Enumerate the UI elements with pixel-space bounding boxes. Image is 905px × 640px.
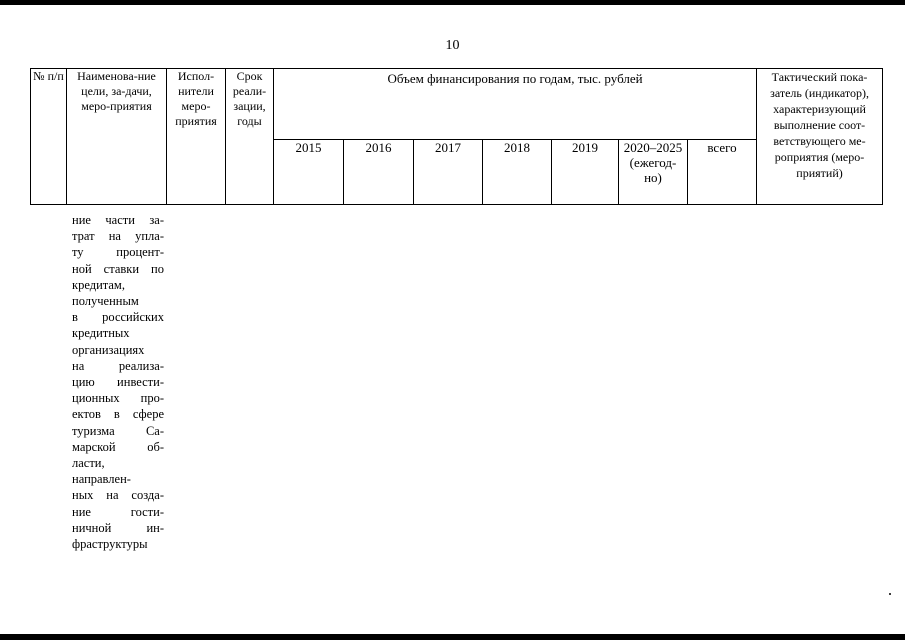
name-column-continuation [72, 212, 164, 552]
header-year-2019: 2019 [552, 140, 619, 205]
continuation-line: ектов в сфере [72, 407, 164, 422]
continuation-line: ничной ин- [72, 520, 164, 535]
continuation-line: организациях [72, 342, 145, 357]
header-year-2018: 2018 [483, 140, 552, 205]
header-year-2016: 2016 [344, 140, 414, 205]
header-year-2020-2025: 2020–2025 (ежегод-но) [619, 140, 688, 205]
continuation-line: полученным [72, 294, 139, 309]
scan-speck [889, 593, 891, 595]
continuation-line: ной ставки по [72, 261, 164, 276]
header-indicator: Тактический пока-затель (индикатор), характеризующий выполнение соот-ветствующего ме-роприятия (меро-приятий) [757, 69, 883, 205]
continuation-line: кредитных [72, 326, 130, 341]
continuation-line: ние части за- [72, 213, 164, 227]
header-year-2015: 2015 [274, 140, 344, 205]
header-financing: Объем финансирования по годам, тыс. рублей [274, 69, 757, 140]
continuation-line: направлен- [72, 472, 131, 487]
top-border-rule [0, 0, 905, 5]
header-year-2017: 2017 [414, 140, 483, 205]
table-header [30, 68, 883, 205]
continuation-line: ние гости- [72, 504, 164, 519]
continuation-line: ласти, [72, 456, 105, 471]
header-executors: Испол-нители меро-приятия [167, 69, 226, 205]
continuation-line: в российских [72, 310, 164, 325]
continuation-line: кредитам, [72, 277, 125, 292]
continuation-line: ту процент- [72, 245, 164, 260]
bottom-border-rule [0, 634, 905, 640]
header-total: всего [688, 140, 757, 205]
continuation-line: цию инвести- [72, 375, 164, 390]
continuation-line: марской об- [72, 439, 164, 454]
continuation-line: туризма Са- [72, 423, 164, 438]
continuation-line: ных на созда- [72, 488, 164, 503]
page-number: 10 [445, 38, 460, 53]
header-num: № п/п [31, 69, 67, 205]
continuation-line: трат на упла- [72, 229, 164, 244]
continuation-line: на реализа- [72, 358, 164, 373]
continuation-line: ционных про- [72, 391, 164, 406]
header-term: Срок реали-зации, годы [226, 69, 274, 205]
header-name: Наименова-ние цели, за-дачи, меро-приятия [67, 69, 167, 205]
continuation-line: фраструктуры [72, 537, 148, 552]
